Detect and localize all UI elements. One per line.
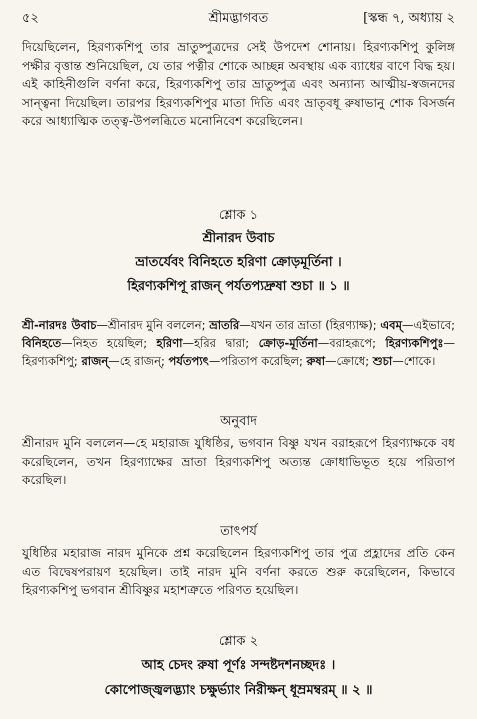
synonym-meaning: —শোকে। (392, 354, 436, 368)
synonym-meaning: —হিরণ্যকশিপু; (22, 336, 456, 368)
section-label: [স্কন্ধ ৭, অধ্যায় ২ (363, 11, 455, 26)
verse-1-line-2: হিরণ্যকশিপূ রাজন্ পর্যতপ্যদ্রুষা শুচা ॥ ১ ॥ (127, 279, 350, 294)
synonym-term: রুষা (306, 354, 326, 368)
synonym-meaning: —পরিতাপ করেছিল; (208, 354, 307, 368)
purport-heading: তাৎপর্য (220, 524, 257, 539)
synonym-term: রাজন্ (81, 354, 109, 368)
verse-2-line-2: কোপোজ্জ্বলদ্ভ্যাং চক্ষুর্ভ্যাং নিরীক্ষন্ ধূম্রমম্বরম্ ॥ ২ ॥ (104, 683, 373, 698)
synonym-meaning: —শ্রীনারদ মুনি বললেন; (96, 318, 210, 332)
synonym-term: শ্রী-নারদঃ উবাচ (22, 318, 97, 332)
translation-text: শ্রীনারদ মুনি বললেন—হে মহারাজ যুধিষ্ঠির, ভগবান বিষ্ণু যখন বরাহরূপে হিরণ্যাক্ষকে বধ করেছিলেন, তখন হিরণ্যাক্ষের ভ্রাতা হিরণ্যকশিপু অত্যন্ত ক্রোধাভিভূত হয়ে পরিতাপ করেছিল। (22, 436, 455, 488)
verse-2-line-1: আহ চেদং রুষা পূর্ণঃ সন্দষ্টদশনচ্ছদঃ । (141, 658, 336, 673)
synonym-term: হরিণা (156, 336, 183, 350)
synonym-meaning: —যখন তার ভ্রাতা (হিরণ্যাক্ষ); (239, 318, 381, 332)
purport-text: যুধিষ্ঠির মহারাজ নারদ মুনিকে প্রশ্ন করেছিলেন হিরণ্যকশিপু তার পুত্র প্রহ্লাদের প্রতি কেন এত বিদ্বেষপরায়ণ হয়েছিল। তাই নারদ মুনি বর্ণনা করতে শুরু করেছিলেন, কিভাবে হিরণ্যকশিপু ভগবান শ্রীবিষ্ণুর মহাশত্রুতে পরিণত হয়েছিল। (22, 546, 455, 598)
verse-2-heading: শ্লোক ২ (218, 634, 259, 649)
synonyms-1 (22, 316, 455, 370)
synonym-meaning: —বরাহরূপে; (317, 336, 386, 350)
verse-1-heading: শ্লোক ১ (218, 208, 259, 223)
synonym-term: শুচা (372, 354, 393, 368)
synonym-term: হিরণ্যকশিপুঃ (385, 336, 444, 350)
synonym-term: ভ্রাতরি (209, 318, 240, 332)
synonym-meaning: —হে রাজন্; (108, 354, 169, 368)
synonym-term: বিনিহতে (22, 336, 62, 350)
intro-paragraph: দিয়েছিলেন, হিরণ্যকশিপু তার ভ্রাতুষ্পুত্রদের সেই উপদেশ শোনায়। হিরণ্যকশিপু কুলিঙ্গ পক্ষীর বৃত্তান্ত শুনিয়েছিল, যে তার পত্নীর শোকে আচ্ছন্ন অবস্থায় এক ব্যাধের বাণে বিদ্ধ হয়। এই কাহিনীগুলি বর্ণনা করে, হিরণ্যকশিপু তার ভ্রাতুষ্পুত্র এবং অন্যান্য আত্মীয়-স্বজনদের সান্ত্বনা দিয়েছিল। তারপর হিরণ্যকশিপুর মাতা দিতি এবং ভ্রাতৃবধূ রুষাভানু শোক বিসর্জন করে আধ্যাত্মিক তত্ত্ব-উপলব্ধিতে মনোনিবেশ করেছিলেন। (22, 40, 455, 129)
page-header (22, 8, 455, 30)
synonym-meaning: —নিহত হয়েছিল; (61, 336, 157, 350)
synonym-meaning: —ক্রোধে; (325, 354, 373, 368)
synonym-meaning: —হরির দ্বারা; (182, 336, 259, 350)
synonym-meaning: —এইভাবে; (401, 318, 455, 332)
synonym-term: পর্যতপ্যৎ (168, 354, 209, 368)
book-title: শ্রীমদ্ভাগবত (208, 11, 269, 26)
page-number: ৫২ (22, 11, 39, 26)
synonym-term: ক্রোড়-মূর্তিনা (258, 336, 318, 350)
verse-1-speaker: শ্রীনারদ উবাচ (202, 231, 275, 246)
verse-1-line-1: ভ্রাতর্যেবং বিনিহতে হরিণা ক্রোড়মূর্তিনা । (135, 255, 342, 270)
synonym-term: এবম্ (380, 318, 402, 332)
translation-heading: অনুবাদ (220, 414, 257, 429)
